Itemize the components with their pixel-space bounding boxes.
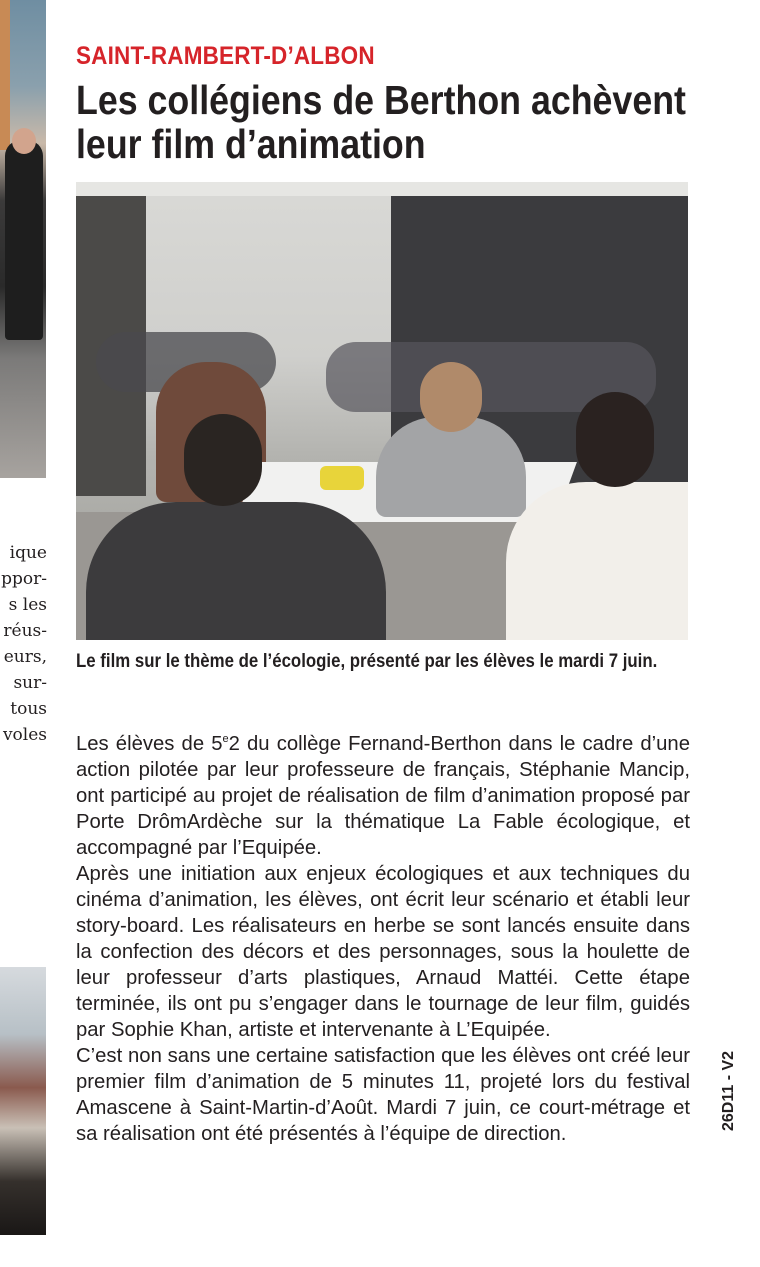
photo-student-foreground xyxy=(86,502,386,640)
adjacent-text-line: tous xyxy=(10,699,47,719)
ordinal-superscript: e xyxy=(222,733,229,746)
adjacent-text-line: réus- xyxy=(3,621,47,641)
photo-student xyxy=(376,417,526,517)
photo-ceiling xyxy=(76,182,688,196)
article-kicker: SAINT-RAMBERT-D’ALBON xyxy=(76,42,375,70)
adjacent-photo-head xyxy=(12,128,36,154)
photo-student-foreground xyxy=(506,482,688,640)
photo-student-head xyxy=(420,362,482,432)
article-headline: Les collégiens de Berthon achèvent leur film d’animation xyxy=(76,77,686,167)
article-body xyxy=(76,731,690,1147)
adjacent-text-line: ique xyxy=(9,543,47,563)
page-code: 26D11 - V2 xyxy=(720,1050,737,1131)
body-paragraph xyxy=(76,731,690,861)
body-paragraph: Après une initiation aux enjeux écologiques et aux techniques du cinéma d’animation, les élèves, ont écrit leur scénario et établi leur story-board. Les réalisateurs en herbe se sont lancés ensuite dans la confection des décors et des personnages, sous la houlette de leur professeur d’arts plastiques, Arnaud Mattéi. Cette étape terminée, ils ont pu s’engager dans le tournage de leur film, guidés par Sophie Khan, artiste et intervenante à L’Equipée. xyxy=(76,863,690,1041)
adjacent-text-line: sur- xyxy=(13,673,47,693)
body-paragraph: C’est non sans une certaine satisfaction que les élèves ont créé leur premier film d’animation de 5 minutes 11, projeté lors du festival Amascene à Saint-Martin-d’Août. Mardi 7 juin, ce court-métrage et sa réalisation ont été présentés à l’équipe de direction. xyxy=(76,1045,690,1145)
adjacent-text-fragments xyxy=(0,540,47,748)
adjacent-article-strip xyxy=(0,0,47,1267)
adjacent-text-line: s les xyxy=(8,595,47,615)
adjacent-photo-frame xyxy=(0,0,10,150)
photo-yellow-box xyxy=(320,466,364,490)
photo-student-head xyxy=(184,414,262,506)
body-paragraph-text: Les élèves de 5 xyxy=(76,733,223,755)
photo-student-head xyxy=(576,392,654,487)
adjacent-photo-bottom xyxy=(0,967,46,1235)
adjacent-photo-person xyxy=(5,140,43,340)
adjacent-text-line: voles xyxy=(2,725,47,745)
adjacent-photo-top xyxy=(0,0,46,478)
article-photo xyxy=(76,182,688,640)
adjacent-text-line: eurs, xyxy=(3,647,47,667)
body-paragraph-text: 2 du collège Fernand-Berthon dans le cadre d’une action pilotée par leur professeure de français, Stéphanie Mancip, ont participé au projet de réalisation de film d’animation proposé par Porte DrômArdèche sur la thématique La Fable écologique, et accompagné par l’Equipée. xyxy=(76,733,690,859)
adjacent-text-line: ppor- xyxy=(1,569,47,589)
photo-caption: Le film sur le thème de l’écologie, présenté par les élèves le mardi 7 juin. xyxy=(76,651,658,672)
